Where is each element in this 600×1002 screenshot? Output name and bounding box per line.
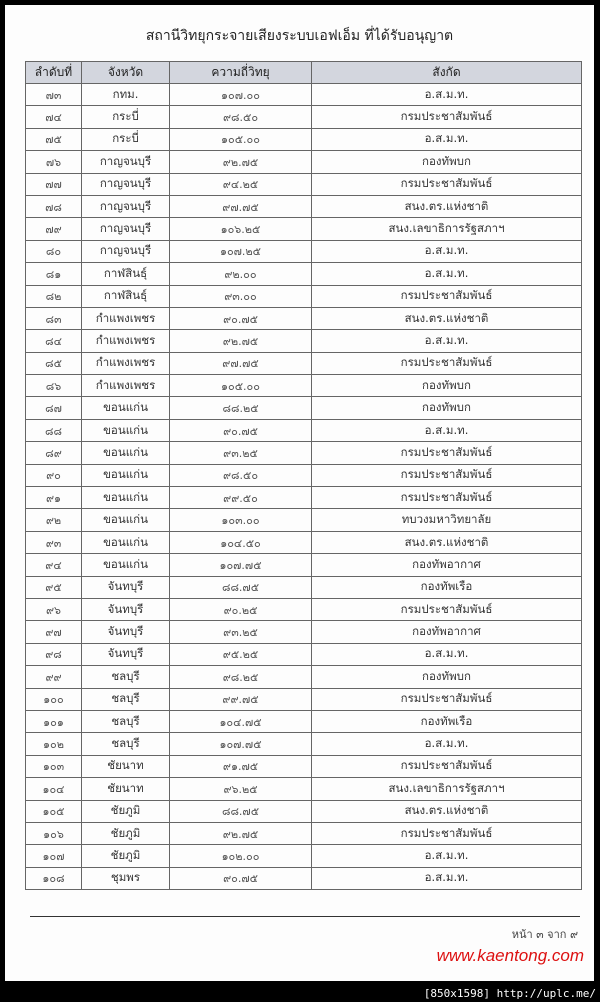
table-row xyxy=(26,128,582,150)
cell-affiliation: ทบวงมหาวิทยาลัย xyxy=(312,509,582,531)
cell-affiliation: สนง.เลขาธิการรัฐสภาฯ xyxy=(312,218,582,240)
table-row xyxy=(26,778,582,800)
table-row xyxy=(26,487,582,509)
cell-order: ๘๓ xyxy=(26,307,82,329)
cell-affiliation: อ.ส.ม.ท. xyxy=(312,263,582,285)
table-row xyxy=(26,554,582,576)
cell-affiliation: อ.ส.ม.ท. xyxy=(312,643,582,665)
cell-frequency: ๙๕.๒๕ xyxy=(170,643,312,665)
cell-frequency: ๙๒.๗๕ xyxy=(170,822,312,844)
cell-province: ขอนแก่น xyxy=(82,464,170,486)
cell-frequency: ๙๑.๗๕ xyxy=(170,755,312,777)
cell-province: ชัยภูมิ xyxy=(82,822,170,844)
cell-province: ชัยภูมิ xyxy=(82,845,170,867)
cell-province: กาญจนบุรี xyxy=(82,240,170,262)
table-row xyxy=(26,688,582,710)
cell-province: กาญจนบุรี xyxy=(82,151,170,173)
document-title: สถานีวิทยุกระจายเสียงระบบเอฟเอ็ม ที่ได้รับอนุญาต xyxy=(145,28,454,44)
cell-affiliation: กองทัพเรือ xyxy=(312,576,582,598)
cell-province: ชัยภูมิ xyxy=(82,800,170,822)
table-row xyxy=(26,710,582,732)
cell-province: กาญจนบุรี xyxy=(82,173,170,195)
table-row xyxy=(26,845,582,867)
cell-affiliation: อ.ส.ม.ท. xyxy=(312,330,582,352)
cell-province: กำแพงเพชร xyxy=(82,307,170,329)
cell-affiliation: กรมประชาสัมพันธ์ xyxy=(312,487,582,509)
cell-order: ๗๙ xyxy=(26,218,82,240)
cell-order: ๙๖ xyxy=(26,598,82,620)
table-row xyxy=(26,352,582,374)
cell-order: ๙๙ xyxy=(26,666,82,688)
cell-province: ขอนแก่น xyxy=(82,554,170,576)
cell-frequency: ๑๐๓.๐๐ xyxy=(170,509,312,531)
table-row xyxy=(26,576,582,598)
cell-province: ชลบุรี xyxy=(82,710,170,732)
cell-order: ๑๐๖ xyxy=(26,822,82,844)
cell-frequency: ๑๐๗.๐๐ xyxy=(170,84,312,106)
cell-province: ขอนแก่น xyxy=(82,419,170,441)
cell-affiliation: อ.ส.ม.ท. xyxy=(312,128,582,150)
cell-province: ชลบุรี xyxy=(82,688,170,710)
cell-province: กาฬสินธุ์ xyxy=(82,263,170,285)
cell-frequency: ๙๐.๗๕ xyxy=(170,419,312,441)
table-row xyxy=(26,151,582,173)
cell-province: กำแพงเพชร xyxy=(82,352,170,374)
cell-province: ชุมพร xyxy=(82,867,170,889)
cell-order: ๙๑ xyxy=(26,487,82,509)
cell-affiliation: กรมประชาสัมพันธ์ xyxy=(312,598,582,620)
cell-frequency: ๙๓.๒๕ xyxy=(170,621,312,643)
cell-frequency: ๙๒.๗๕ xyxy=(170,330,312,352)
cell-province: ชลบุรี xyxy=(82,733,170,755)
cell-order: ๑๐๔ xyxy=(26,778,82,800)
cell-frequency: ๙๗.๗๕ xyxy=(170,195,312,217)
cell-frequency: ๑๐๒.๐๐ xyxy=(170,845,312,867)
cell-province: ขอนแก่น xyxy=(82,509,170,531)
table-row xyxy=(26,822,582,844)
cell-province: กระบี่ xyxy=(82,128,170,150)
cell-frequency: ๙๘.๒๕ xyxy=(170,666,312,688)
cell-order: ๑๐๒ xyxy=(26,733,82,755)
cell-order: ๙๘ xyxy=(26,643,82,665)
cell-affiliation: กรมประชาสัมพันธ์ xyxy=(312,285,582,307)
cell-order: ๘๕ xyxy=(26,352,82,374)
page-number: หน้า ๓ จาก ๙ xyxy=(511,928,578,941)
cell-affiliation: กองทัพอากาศ xyxy=(312,554,582,576)
cell-order: ๑๐๕ xyxy=(26,800,82,822)
table-row xyxy=(26,285,582,307)
cell-affiliation: กองทัพเรือ xyxy=(312,710,582,732)
cell-affiliation: สนง.ตร.แห่งชาติ xyxy=(312,800,582,822)
website-watermark: www.kaentong.com xyxy=(436,946,584,965)
cell-province: ชัยนาท xyxy=(82,755,170,777)
cell-province: กระบี่ xyxy=(82,106,170,128)
table-row xyxy=(26,598,582,620)
cell-order: ๙๔ xyxy=(26,554,82,576)
cell-frequency: ๙๙.๕๐ xyxy=(170,487,312,509)
cell-order: ๙๒ xyxy=(26,509,82,531)
table-row xyxy=(26,509,582,531)
cell-order: ๘๖ xyxy=(26,375,82,397)
cell-frequency: ๑๐๗.๗๕ xyxy=(170,554,312,576)
cell-order: ๗๗ xyxy=(26,173,82,195)
cell-affiliation: กรมประชาสัมพันธ์ xyxy=(312,442,582,464)
cell-affiliation: กรมประชาสัมพันธ์ xyxy=(312,688,582,710)
cell-affiliation: กรมประชาสัมพันธ์ xyxy=(312,822,582,844)
cell-affiliation: สนง.ตร.แห่งชาติ xyxy=(312,195,582,217)
cell-order: ๘๐ xyxy=(26,240,82,262)
cell-frequency: ๙๘.๕๐ xyxy=(170,464,312,486)
cell-affiliation: อ.ส.ม.ท. xyxy=(312,419,582,441)
table-row xyxy=(26,755,582,777)
cell-province: ชัยนาท xyxy=(82,778,170,800)
table-row xyxy=(26,218,582,240)
table-row xyxy=(26,173,582,195)
table-row xyxy=(26,442,582,464)
cell-order: ๑๐๘ xyxy=(26,867,82,889)
cell-province: กำแพงเพชร xyxy=(82,375,170,397)
cell-province: ขอนแก่น xyxy=(82,531,170,553)
table-row xyxy=(26,375,582,397)
cell-order: ๘๘ xyxy=(26,419,82,441)
cell-province: จันทบุรี xyxy=(82,598,170,620)
cell-order: ๗๖ xyxy=(26,151,82,173)
header-order: ลำดับที่ xyxy=(26,62,82,84)
cell-affiliation: สนง.ตร.แห่งชาติ xyxy=(312,531,582,553)
footer-divider xyxy=(30,916,580,917)
cell-province: จันทบุรี xyxy=(82,576,170,598)
cell-affiliation: สนง.ตร.แห่งชาติ xyxy=(312,307,582,329)
table-row xyxy=(26,195,582,217)
table-row xyxy=(26,621,582,643)
cell-frequency: ๑๐๗.๒๕ xyxy=(170,240,312,262)
cell-order: ๗๓ xyxy=(26,84,82,106)
table-row xyxy=(26,106,582,128)
cell-frequency: ๙๔.๒๕ xyxy=(170,173,312,195)
cell-affiliation: กรมประชาสัมพันธ์ xyxy=(312,352,582,374)
cell-order: ๗๕ xyxy=(26,128,82,150)
cell-frequency: ๑๐๖.๒๕ xyxy=(170,218,312,240)
table-row xyxy=(26,867,582,889)
table-row xyxy=(26,800,582,822)
cell-affiliation: อ.ส.ม.ท. xyxy=(312,845,582,867)
cell-province: จันทบุรี xyxy=(82,643,170,665)
image-stamp: [850x1598] http://uplc.me/ xyxy=(423,987,596,1000)
fm-stations-table xyxy=(25,61,582,890)
table-row xyxy=(26,464,582,486)
table-header-row xyxy=(26,62,582,84)
table-row xyxy=(26,419,582,441)
cell-order: ๘๔ xyxy=(26,330,82,352)
cell-affiliation: กองทัพบก xyxy=(312,151,582,173)
cell-province: ขอนแก่น xyxy=(82,442,170,464)
cell-order: ๑๐๑ xyxy=(26,710,82,732)
header-affiliation: สังกัด xyxy=(312,62,582,84)
cell-affiliation: กองทัพอากาศ xyxy=(312,621,582,643)
cell-province: กทม. xyxy=(82,84,170,106)
cell-order: ๙๐ xyxy=(26,464,82,486)
cell-order: ๘๙ xyxy=(26,442,82,464)
cell-order: ๑๐๓ xyxy=(26,755,82,777)
cell-affiliation: กองทัพบก xyxy=(312,375,582,397)
cell-affiliation: กรมประชาสัมพันธ์ xyxy=(312,173,582,195)
cell-order: ๑๐๐ xyxy=(26,688,82,710)
cell-province: จันทบุรี xyxy=(82,621,170,643)
cell-frequency: ๙๓.๐๐ xyxy=(170,285,312,307)
cell-province: กาญจนบุรี xyxy=(82,195,170,217)
table-row xyxy=(26,307,582,329)
cell-order: ๙๓ xyxy=(26,531,82,553)
cell-affiliation: อ.ส.ม.ท. xyxy=(312,84,582,106)
cell-frequency: ๑๐๕.๐๐ xyxy=(170,128,312,150)
cell-order: ๘๑ xyxy=(26,263,82,285)
cell-order: ๘๗ xyxy=(26,397,82,419)
header-frequency: ความถี่วิทยุ xyxy=(170,62,312,84)
cell-order: ๙๗ xyxy=(26,621,82,643)
cell-affiliation: อ.ส.ม.ท. xyxy=(312,733,582,755)
cell-order: ๑๐๗ xyxy=(26,845,82,867)
cell-frequency: ๙๖.๒๕ xyxy=(170,778,312,800)
cell-frequency: ๑๐๔.๗๕ xyxy=(170,710,312,732)
table-row xyxy=(26,330,582,352)
table-row xyxy=(26,531,582,553)
table-row xyxy=(26,263,582,285)
cell-affiliation: อ.ส.ม.ท. xyxy=(312,240,582,262)
cell-frequency: ๙๐.๒๕ xyxy=(170,598,312,620)
cell-order: ๗๘ xyxy=(26,195,82,217)
cell-frequency: ๘๘.๒๕ xyxy=(170,397,312,419)
table-row xyxy=(26,666,582,688)
cell-frequency: ๙๐.๗๕ xyxy=(170,867,312,889)
cell-province: ขอนแก่น xyxy=(82,487,170,509)
table-row xyxy=(26,733,582,755)
table-row xyxy=(26,397,582,419)
cell-province: ขอนแก่น xyxy=(82,397,170,419)
header-province: จังหวัด xyxy=(82,62,170,84)
cell-affiliation: กรมประชาสัมพันธ์ xyxy=(312,464,582,486)
cell-frequency: ๑๐๗.๗๕ xyxy=(170,733,312,755)
cell-frequency: ๑๐๔.๕๐ xyxy=(170,531,312,553)
document-page xyxy=(5,5,594,981)
cell-province: กาฬสินธุ์ xyxy=(82,285,170,307)
cell-frequency: ๙๒.๐๐ xyxy=(170,263,312,285)
cell-affiliation: สนง.เลขาธิการรัฐสภาฯ xyxy=(312,778,582,800)
cell-affiliation: กรมประชาสัมพันธ์ xyxy=(312,106,582,128)
cell-province: ชลบุรี xyxy=(82,666,170,688)
cell-province: กาญจนบุรี xyxy=(82,218,170,240)
cell-frequency: ๘๘.๗๕ xyxy=(170,800,312,822)
cell-affiliation: กรมประชาสัมพันธ์ xyxy=(312,755,582,777)
cell-frequency: ๙๒.๗๕ xyxy=(170,151,312,173)
cell-frequency: ๙๐.๗๕ xyxy=(170,307,312,329)
cell-frequency: ๙๓.๒๕ xyxy=(170,442,312,464)
cell-frequency: ๙๘.๕๐ xyxy=(170,106,312,128)
cell-affiliation: กองทัพบก xyxy=(312,397,582,419)
cell-frequency: ๙๗.๗๕ xyxy=(170,352,312,374)
cell-province: กำแพงเพชร xyxy=(82,330,170,352)
cell-frequency: ๙๙.๗๕ xyxy=(170,688,312,710)
table-row xyxy=(26,240,582,262)
cell-frequency: ๘๘.๗๕ xyxy=(170,576,312,598)
cell-affiliation: อ.ส.ม.ท. xyxy=(312,867,582,889)
table-row xyxy=(26,643,582,665)
cell-order: ๗๔ xyxy=(26,106,82,128)
table-row xyxy=(26,84,582,106)
cell-affiliation: กองทัพบก xyxy=(312,666,582,688)
cell-frequency: ๑๐๕.๐๐ xyxy=(170,375,312,397)
cell-order: ๙๕ xyxy=(26,576,82,598)
cell-order: ๘๒ xyxy=(26,285,82,307)
